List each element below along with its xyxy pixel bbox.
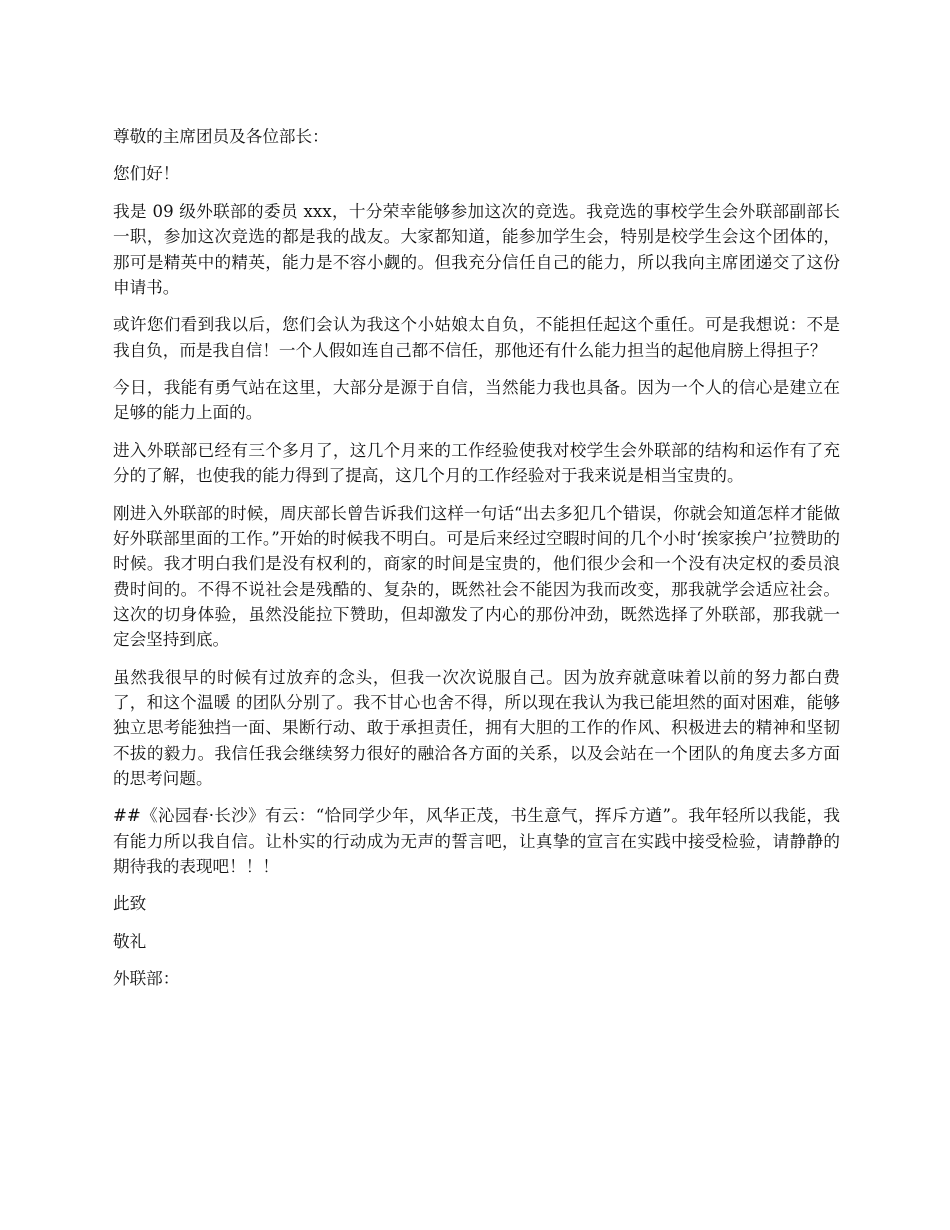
- letter-greeting: 您们好！: [113, 164, 180, 184]
- letter-closing-1: 此致: [113, 894, 147, 914]
- letter-salutation: 尊敬的主席团员及各位部长：: [113, 127, 329, 146]
- letter-paragraph: ##《沁园春·长沙》有云：“恰同学少年，风华正茂，书生意气，挥斥方遒”。我年轻所以我能，我有能力所以我自信。让朴实的行动成为无声的誓言吧，让真挚的宣言在实践中接受检验，请静静的期待我的表现吧！！！: [113, 806, 840, 876]
- letter-paragraph: 我是 09 级外联部的委员 xxx，十分荣幸能够参加这次的竞选。我竞选的事校学生会外联部副部长一职，参加这次竞选的都是我的战友。大家都知道，能参加学生会，特别是校学生会这个团体的，那可是精英中的精英，能力是不容小觑的。但我充分信任自己的能力，所以我向主席团递交了这份申请书。: [113, 201, 840, 297]
- letter-paragraph: 刚进入外联部的时候，周庆部长曾告诉我们这样一句话“出去多犯几个错误，你就会知道怎样才能做好外联部里面的工作。”开始的时候我不明白。可是后来经过空暇时间的几个小时‘挨家挨户’拉赞助的时候。我才明白我们是没有权利的，商家的时间是宝贵的，他们很少会和一个没有决定权的委员浪费时间的。不得不说社会是残酷的、复杂的，既然社会不能因为我而改变，那我就学会适应社会。这次的切身体验，虽然没能拉下赞助，但却激发了内心的那份冲劲，既然选择了外联部，那我就一定会坚持到底。: [113, 503, 840, 650]
- letter-paragraph: 虽然我很早的时候有过放弃的念头，但我一次次说服自己。因为放弃就意味着以前的努力都白费了，和这个温暖 的团队分别了。我不甘心也舍不得，所以现在我认为我已能坦然的面对困难，能够独立思考能独挡一面、果断行动、敢于承担责任，拥有大胆的工作的作风、积极进去的精神和坚韧不拔的毅力。我信任我会继续努力很好的融洽各方面的关系，以及会站在一个团队的角度去多方面的思考问题。: [113, 667, 840, 788]
- letter-paragraph: 或许您们看到我以后，您们会认为我这个小姑娘太自负，不能担任起这个重任。可是我想说：不是我自负，而是我自信！一个人假如连自己都不信任，那他还有什么能力担当的起他肩膀上得担子？: [113, 315, 840, 360]
- letter-paragraph: 今日，我能有勇气站在这里，大部分是源于自信，当然能力我也具备。因为一个人的信心是建立在足够的能力上面的。: [113, 378, 840, 423]
- letter-closing-2: 敬礼: [113, 931, 147, 951]
- letter-body: [113, 124, 840, 1004]
- letter-paragraph: 进入外联部已经有三个多月了，这几个月来的工作经验使我对校学生会外联部的结构和运作有了充分的了解，也使我的能力得到了提高，这几个月的工作经验对于我来说是相当宝贵的。: [113, 440, 840, 486]
- letter-signature: 外联部：: [113, 969, 180, 989]
